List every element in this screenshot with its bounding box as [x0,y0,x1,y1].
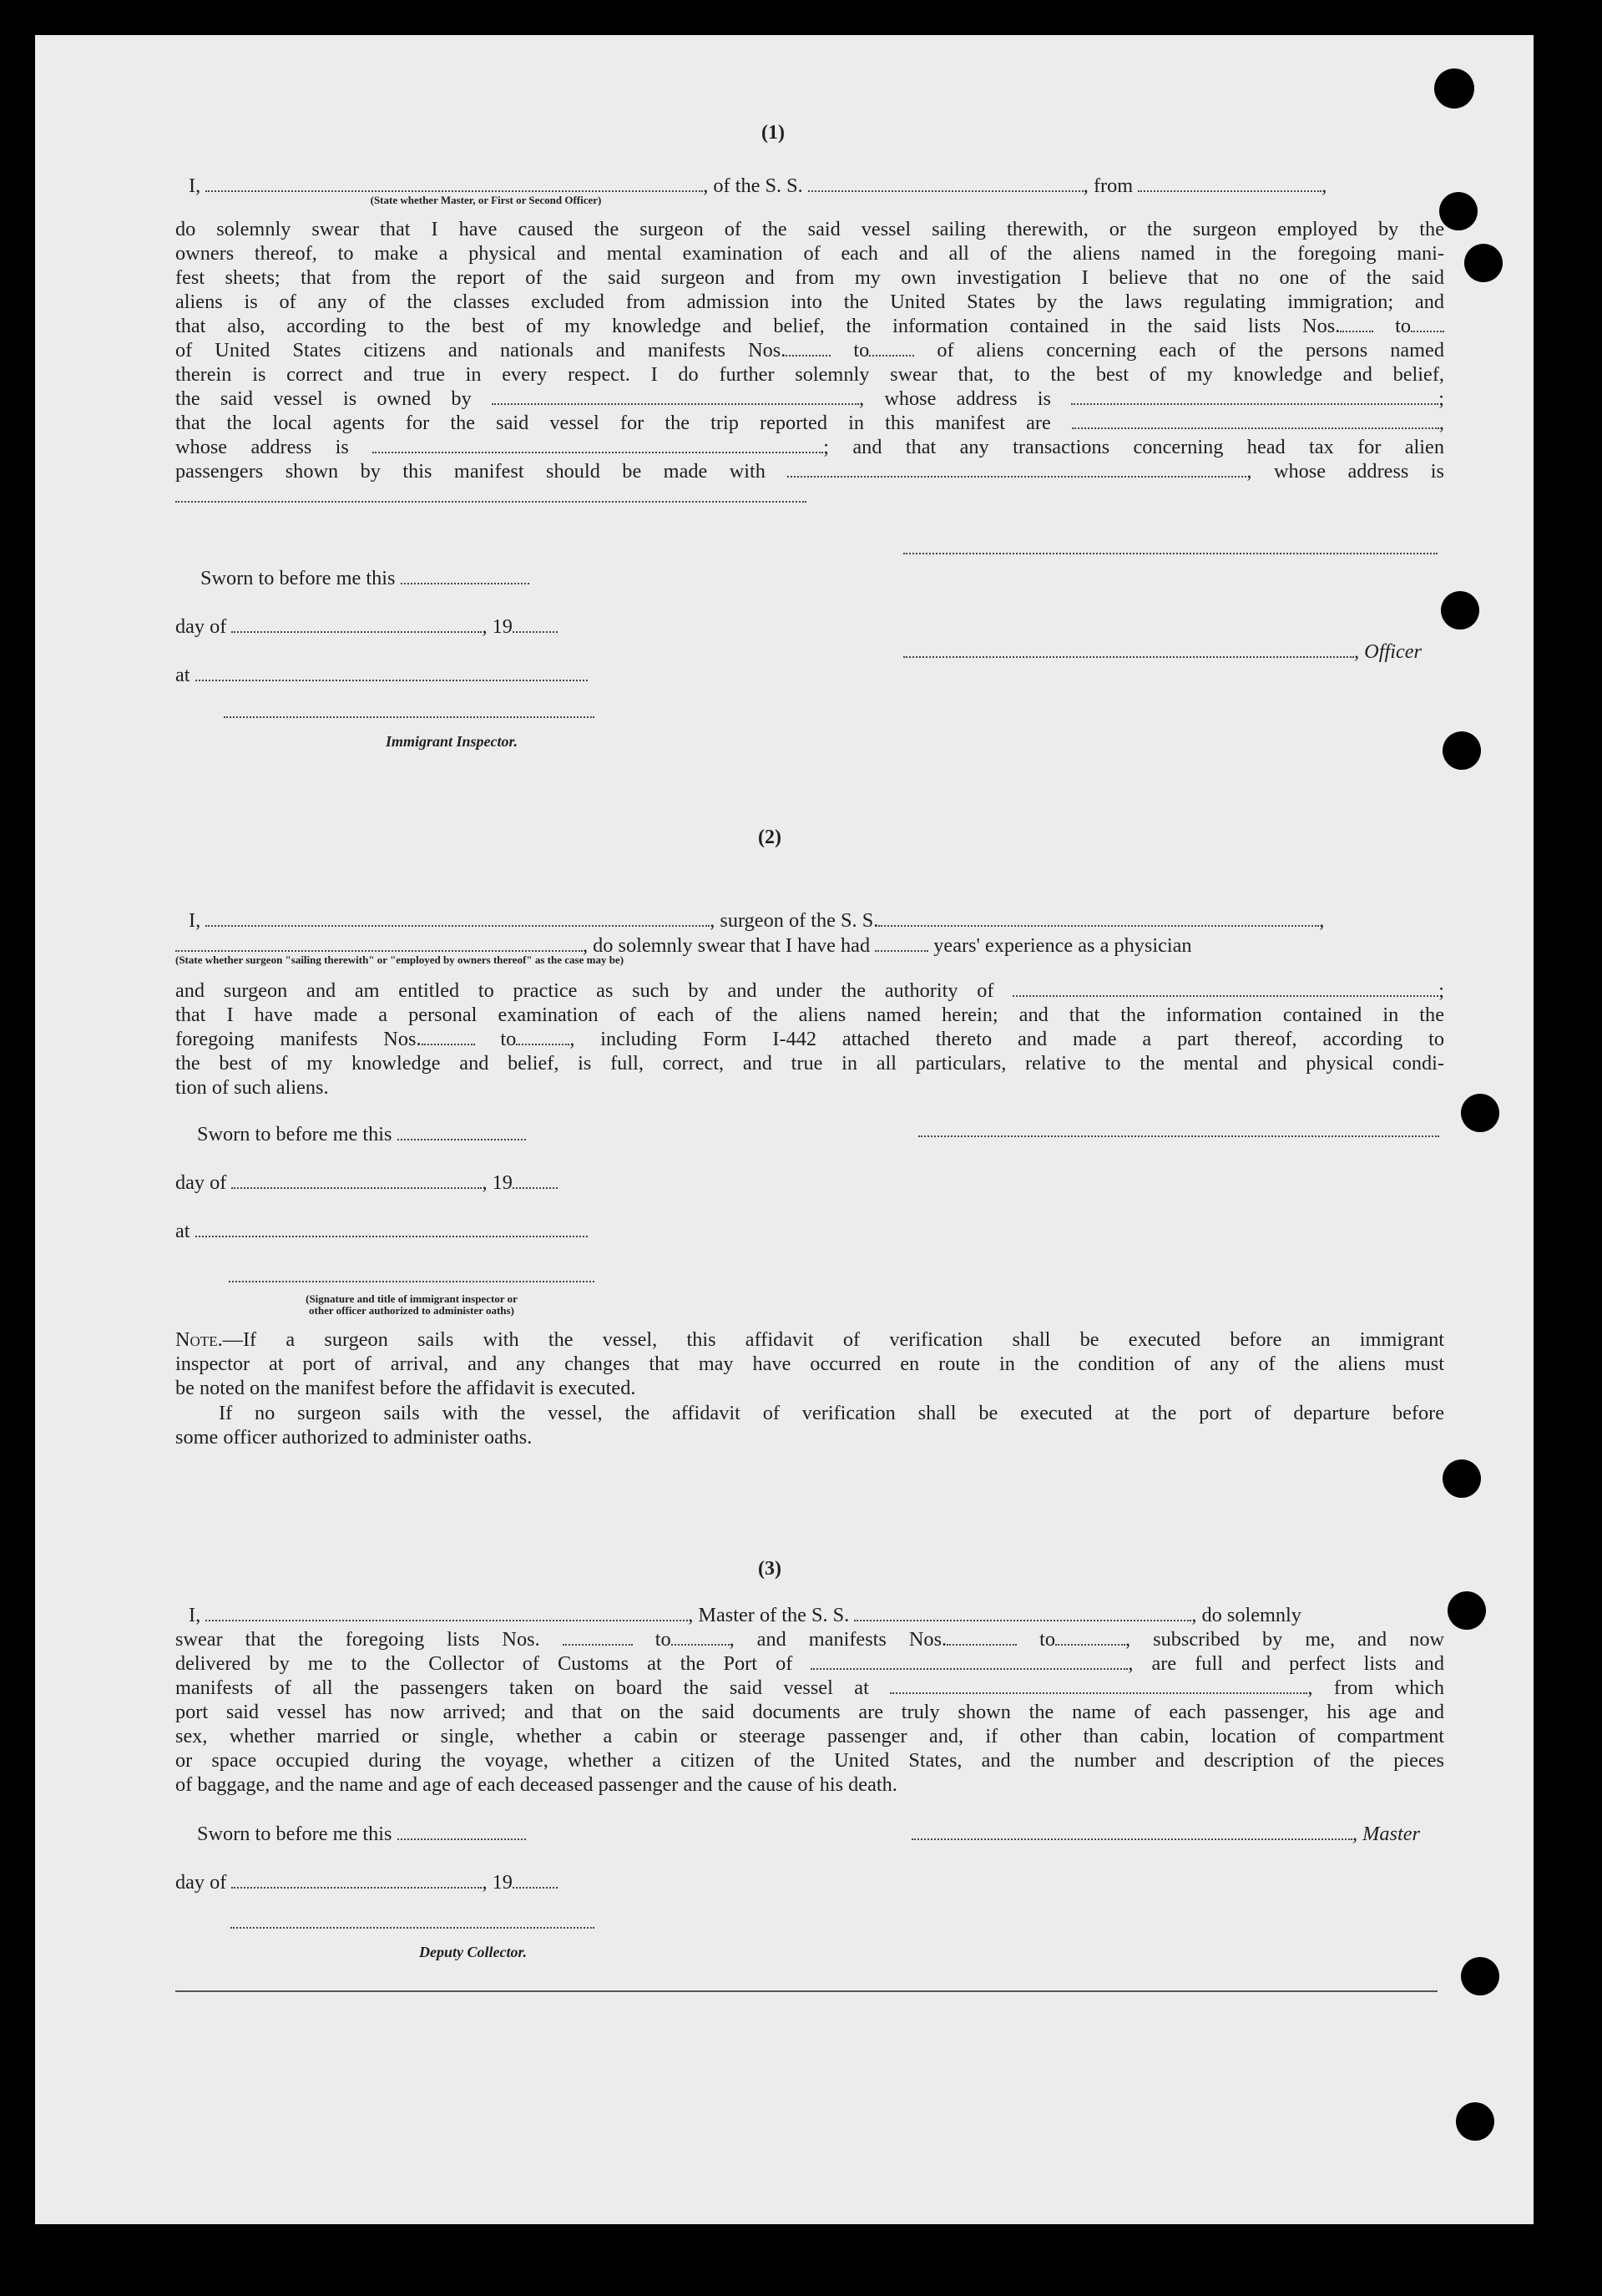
sec1-address-line [175,501,806,503]
sec2-sig-caption-2: other officer authorized to administer oaths) [309,1304,514,1317]
sec1-inspector-line [224,716,594,718]
bottom-rule [175,1990,1438,1992]
sec3-line-8: of baggage, and the name and age of each deceased passenger and the cause of his death. [175,1773,897,1796]
punch-hole [1448,1591,1486,1630]
punch-hole [1456,2102,1494,2141]
sec1-officer-signature-line [903,553,1438,554]
sec2-surgeon-caption: (State whether surgeon "sailing therewith" or "employed by owners thereof" as the case may be) [175,953,624,966]
sec2-surgeon-signature-line [918,1135,1439,1137]
sec1-sworn: Sworn to before me this [200,566,529,590]
sec2-sig-caption-1: (Signature and title of immigrant inspector or [306,1292,518,1305]
punch-hole [1443,731,1481,770]
sec3-master-label: , Master [912,1822,1420,1846]
punch-hole [1434,68,1474,109]
sec2-line-7: tion of such aliens. [175,1076,329,1099]
sec2-note-3: be noted on the manifest before the affidavit is executed. [175,1377,636,1399]
punch-hole [1439,192,1478,230]
sec3-collector-line [230,1927,594,1929]
section-2-heading: (2) [758,827,781,848]
sec2-line-1: I, , surgeon of the S. S. , [189,909,1325,932]
sec2-sworn: Sworn to before me this [197,1122,526,1146]
sec3-line-1: I, , Master of the S. S. , do solemnly [189,1604,1301,1626]
sec1-officer-label: , Officer [903,640,1422,664]
punch-hole [1461,1094,1499,1132]
punch-hole [1464,244,1503,282]
sec3-collector-caption: Deputy Collector. [419,1944,527,1960]
sec1-inspector-caption: Immigrant Inspector. [386,733,518,750]
sec1-officer-caption: (State whether Master, or First or Second Officer) [370,194,602,206]
sec3-sworn: Sworn to before me this [197,1822,526,1846]
sec3-dayof: day of , 19 [175,1870,558,1894]
sec2-dayof: day of , 19 [175,1171,558,1195]
sec2-note-5: some officer authorized to administer oaths. [175,1426,533,1449]
sec1-dayof: day of , 19 [175,614,558,639]
section-3-heading: (3) [758,1558,781,1580]
sec1-at: at [175,663,588,687]
sec2-line-2: , do solemnly swear that I have had years' experience as a physician [175,933,1192,958]
sec2-official-line [229,1281,594,1282]
form-page: (1) I, , of the S. S. , from , (State whether Master, or First or Second Officer) do solemnly swear that I have caused the surgeon of the said vessel sailing therewith, or the surgeon employed by the owners thereof, to make a physical and mental examination of each and all of the aliens named in the foregoing mani- fest sheets; that from the report of the said surgeon and from my own investigation I believe that no one of the said aliens is of any of the classes excluded from admission into the United States by the laws regulating immigration; and that also, according to the best of my knowledge and belief, the information contained in the said lists Nos. to of United States citizens and nationals and manifests Nos. to of aliens concerning each of the persons named therein is correct and true in every respect. I do further solemnly swear that, to the best of my knowledge and belief, the said vessel is owned by , whose address is ; that the local agents for the said vessel for the trip reported in this manifest are , whose address is ; and that any transactions concerning head tax for alien passengers shown by this manifest should be made with , whose address is Sworn to before me this day of , 19 , Officer at Immigrant Inspector. (2) I, , surgeon of the S. S. , , do solemnly swear that I have had years' experience as a physician (State whether surgeon "sailing therewith" or "employed by owners thereof" as the case may be) and surgeon and am entitled to practice as such by and under the authority of ; that I have made a personal examination of each of the aliens named herein; and that the information contained in the foregoing manifests Nos. to , including Form I-442 attached thereto and made a part thereof, according to the best of my knowledge and belief, is full, correct, and true in all particulars, relative to the mental and physical condi- tion of such aliens. Sworn to before me this day of , 19 at (Signature and title of immigrant inspector or other officer authorized to administer oaths) Note.—If a surgeon sails with the vessel, this affidavit of verification shall be executed before an immigrant inspector at port of arrival, and any changes that may have occurred en route in the condition of any of the aliens must be noted on the manifest before the affidavit is executed. If no surgeon sails with the vessel, the affidavit of verification shall be executed at the port of departure before some officer authorized to administer oaths. (3) I, , Master of the S. S. , do solemnly swear that the foregoing lists Nos. to , and manifests Nos. to , subscribed by me, and now delivered by me to the Collector of Customs at the Port of , are full and perfect lists and manifests of all the passengers taken on board the said vessel at , from which port said vessel has now arrived; and that on the said documents are truly shown the name of each passenger, his age and sex, whether married or single, whether a cabin or steerage passenger and, if other than cabin, location of compartment or space occupied during the voyage, whether a citizen of the United States, and the number and description of the pieces of baggage, and the name and age of each deceased passenger and the cause of his death. Sworn to before me this , Master day of , 19 Deputy Collector. [35,35,1534,2224]
section-1-heading: (1) [761,122,785,144]
punch-hole [1441,591,1479,630]
punch-hole [1461,1957,1499,1995]
sec2-at: at [175,1219,588,1243]
sec1-line-1: I, , of the S. S. , from , [189,174,1327,197]
punch-hole [1443,1459,1481,1498]
